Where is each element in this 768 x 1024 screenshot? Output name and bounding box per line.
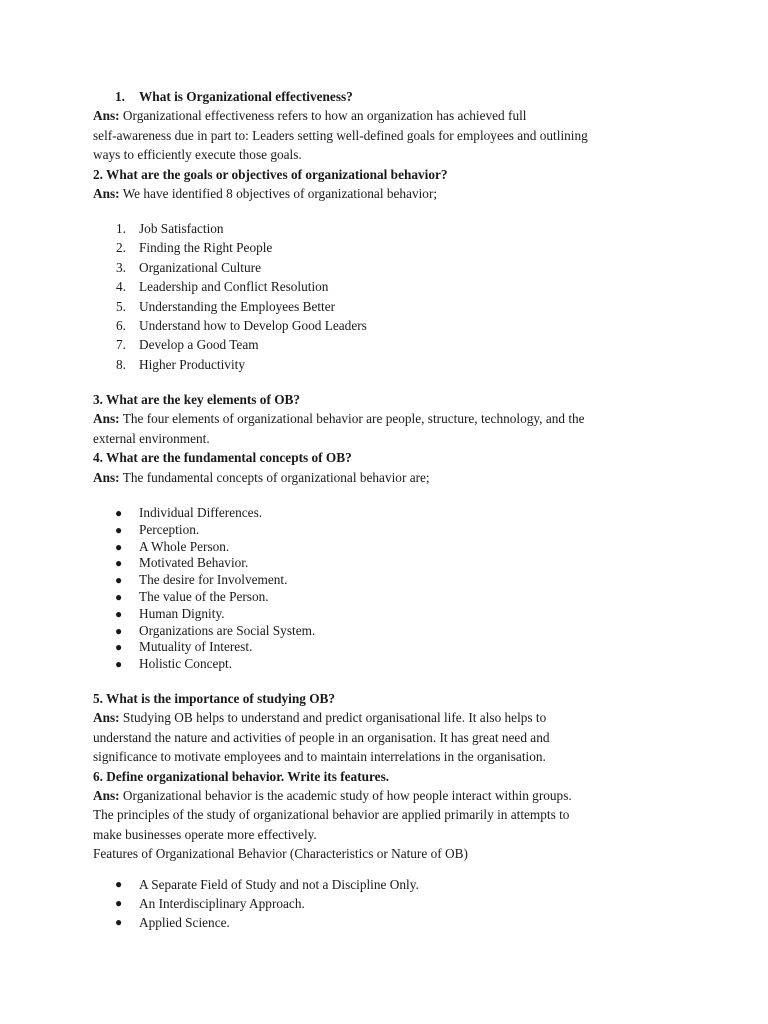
bullet-icon: ● [115,915,123,930]
bullet-icon: ● [115,623,123,638]
question-1-title: What is Organizational effectiveness? [139,89,353,104]
list-item: ● Individual Differences. [93,505,683,522]
question-4-title: 4. What are the fundamental concepts of OB? [93,450,352,466]
bullet-icon: ● [115,589,123,604]
list-item: ● The value of the Person. [93,589,683,606]
list-item: 3. Organizational Culture [116,259,261,275]
list-item: ● A Separate Field of Study and not a Discipline Only. [93,875,683,894]
answer-label: Ans: [93,186,120,202]
answer-line: ways to efficiently execute those goals. [93,147,302,163]
features-list-section [93,875,683,933]
answer-label: Ans: [93,469,120,485]
question-5-answer [93,708,683,727]
list-item: ● An Interdisciplinary Approach. [93,894,683,913]
answer-line: We have identified 8 objectives of organizational behavior; [119,186,438,202]
objectives-list [93,219,683,374]
question-5-title: 5. What is the importance of studying OB? [93,691,336,706]
list-item: ● Applied Science. [93,913,683,932]
question-3-title: 3. What are the key elements of OB? [93,392,301,407]
list-item: 2. Finding the Right People [116,240,273,256]
answer-line: Organizational effectiveness refers to how an organization has achieved full [119,108,527,124]
question-6-answer [93,786,683,805]
question-2-title: 2. What are the goals or objectives of organizational behavior? [93,166,448,182]
features-heading: Features of Organizational Behavior (Characteristics or Nature of OB) [93,846,468,862]
answer-line: Organizational behavior is the academic study of how people interact within groups. [119,788,572,804]
list-item: 8. Higher Productivity [116,356,245,372]
features-list [93,875,683,933]
question-1-answer [93,106,683,125]
concepts-list [93,505,683,673]
answer-line: external environment. [93,430,210,446]
list-item: ● Holistic Concept. [93,656,683,673]
bullet-icon: ● [115,522,123,537]
answer-line: understand the nature and activities of people in an organisation. It has great need and [93,729,550,745]
bullet-icon: ● [115,606,123,621]
question-1-heading [93,87,683,106]
bullet-icon: ● [115,506,123,520]
question-2-answer [93,184,683,203]
answer-line: The fundamental concepts of organizational behavior are; [119,469,430,485]
answer-line: Studying OB helps to understand and predict organisational life. It also helps to [119,710,547,726]
answer-line: The principles of the study of organizational behavior are applied primarily in attempts to [93,807,570,823]
answer-line: make businesses operate more effectively. [93,826,317,842]
list-item: 6. Understand how to Develop Good Leaders [116,318,367,334]
question-1-number: 1. [115,89,125,104]
list-item: 7. Develop a Good Team [116,337,259,353]
question-3-answer [93,409,683,428]
answer-line: self-awareness due in part to: Leaders setting well-defined goals for employees and outlining [93,127,588,143]
list-item: ● The desire for Involvement. [93,572,683,589]
answer-label: Ans: [93,411,120,427]
answer-label: Ans: [93,710,120,726]
list-item: 1. Job Satisfaction [116,221,224,236]
list-item: 4. Leadership and Conflict Resolution [116,279,329,295]
question-1-section [93,87,683,203]
answer-line: significance to motivate employees and to maintain interrelations in the organisation. [93,749,546,765]
bullet-icon: ● [115,539,123,554]
list-item: ● Mutuality of Interest. [93,639,683,656]
list-item: 5. Understanding the Employees Better [116,298,336,314]
answer-label: Ans: [93,788,120,804]
objectives-list-section [93,219,683,374]
list-item: ● Perception. [93,522,683,539]
list-item: ● Human Dignity. [93,606,683,623]
answer-label: Ans: [93,108,120,124]
list-item: ● Motivated Behavior. [93,555,683,572]
bullet-icon: ● [115,556,123,571]
bullet-icon: ● [115,877,123,891]
concepts-list-section [93,505,683,673]
list-item: ● Organizations are Social System. [93,623,683,640]
bullet-icon: ● [115,657,123,672]
answer-line: The four elements of organizational behavior are people, structure, technology, and the [119,411,585,427]
bullet-icon: ● [115,896,123,911]
bullet-icon: ● [115,640,123,655]
question-3-section [93,390,683,487]
question-6-title: 6. Define organizational behavior. Write its features. [93,768,390,784]
question-5-section [93,689,683,864]
question-4-answer [93,468,683,487]
list-item: ● A Whole Person. [93,539,683,556]
bullet-icon: ● [115,573,123,588]
